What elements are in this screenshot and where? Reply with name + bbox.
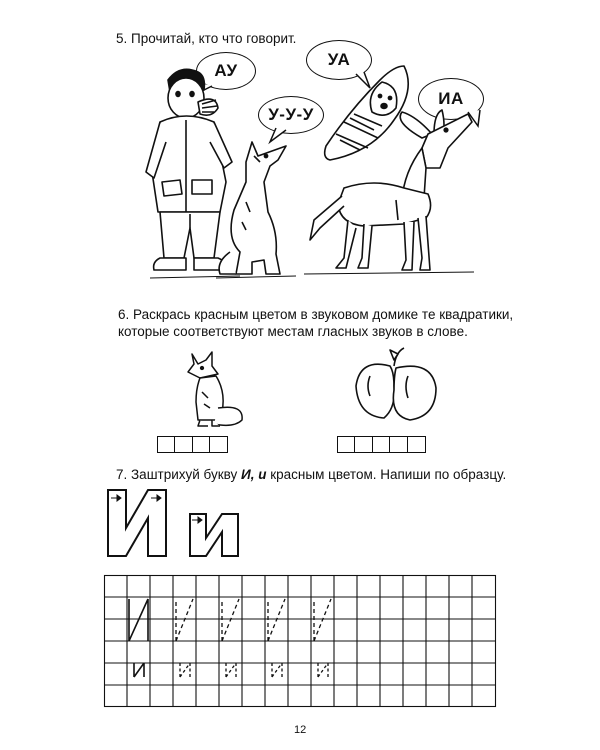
task6-heading [118,306,588,340]
wolf-icon [216,142,296,282]
plums-sound-cell[interactable] [389,436,408,453]
task7-number: 7. [116,467,128,482]
task6-number: 6. [118,307,130,322]
plums-sound-house[interactable] [337,436,426,453]
fox-sound-house[interactable] [157,436,228,453]
task6-line2: которые соответствуют местам гласных звуков в слове. [118,324,468,339]
plums-sound-cell[interactable] [407,436,426,453]
task7-text-after: красным цветом. Напиши по образцу. [266,467,507,482]
task5-heading [116,30,296,47]
donkey-speech-text: ИА [438,89,464,108]
fox-sound-cell[interactable] [157,436,176,453]
page-number: 12 [294,724,307,736]
task7-heading [116,466,506,483]
wolf-speech-text: У-У-У [268,105,314,124]
plums-icon [350,346,440,426]
plums-sound-cell[interactable] [372,436,391,453]
plums-sound-cell[interactable] [337,436,356,453]
task7-letters: И, и [241,467,267,482]
fox-sound-cell[interactable] [192,436,211,453]
plums-sound-cell[interactable] [354,436,373,453]
wolf-bubble-tail [266,124,296,144]
task6-line1-row [118,306,588,323]
baby-speech-text: УА [327,50,351,69]
fox-sound-cell[interactable] [209,436,228,453]
outline-letters-icon[interactable] [104,484,274,560]
task5-text: Прочитай, кто что говорит. [131,31,297,46]
donkey-icon [304,108,474,278]
task5-number: 5. [116,31,128,46]
fox-sound-cell[interactable] [174,436,193,453]
task6-line1: Раскрась красным цветом в звуковом домике те квадратики, [133,307,514,322]
fox-icon [178,348,248,428]
writing-grid[interactable] [104,575,504,715]
boy-speech-text: АУ [214,61,238,80]
task7-text-before: Заштрихуй букву [131,467,242,482]
